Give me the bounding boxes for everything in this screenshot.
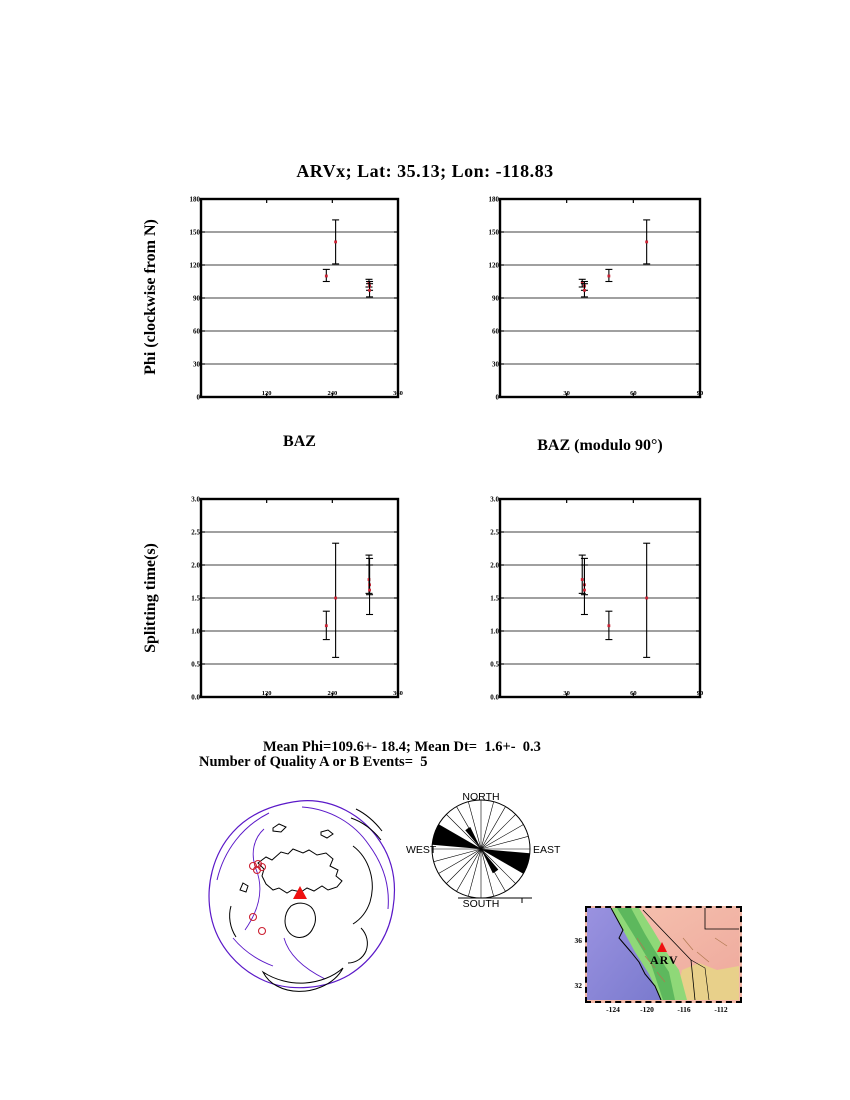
baz-axis-label: BAZ <box>283 433 316 450</box>
rose-south-label: SOUTH <box>462 898 500 910</box>
svg-text:2.0: 2.0 <box>191 561 200 570</box>
chart-dt-vs-baz <box>191 495 403 702</box>
mean-statistics-text: Mean Phi=109.6+- 18.4; Mean Dt= 1.6+- 0.3 <box>263 739 541 755</box>
map-lon-tick: -124 <box>606 1005 620 1014</box>
svg-text:30: 30 <box>563 390 570 397</box>
svg-text:2.5: 2.5 <box>490 528 499 537</box>
map-lat-tick: 36 <box>574 936 582 945</box>
globe-station-triangle-icon <box>293 886 307 899</box>
svg-text:60: 60 <box>193 327 200 336</box>
svg-text:30: 30 <box>492 360 499 369</box>
phi-axis-title: Phi (clockwise from N) <box>142 219 159 375</box>
svg-text:0.0: 0.0 <box>191 693 200 702</box>
svg-text:150: 150 <box>488 228 499 237</box>
svg-text:0: 0 <box>196 393 200 402</box>
svg-text:0.5: 0.5 <box>490 660 499 669</box>
svg-text:60: 60 <box>492 327 499 336</box>
svg-text:2.5: 2.5 <box>191 528 200 537</box>
baz-mod90-axis-label: BAZ (modulo 90°) <box>537 437 663 454</box>
map-lat-tick: 32 <box>574 981 582 990</box>
svg-text:60: 60 <box>630 690 637 697</box>
svg-text:3.0: 3.0 <box>191 495 200 504</box>
svg-text:90: 90 <box>193 294 200 303</box>
svg-text:30: 30 <box>193 360 200 369</box>
svg-text:3.0: 3.0 <box>490 495 499 504</box>
rose-east-label: EAST <box>533 844 561 856</box>
svg-text:240: 240 <box>327 690 338 697</box>
chart-phi-vs-baz <box>189 195 403 402</box>
svg-text:240: 240 <box>327 390 338 397</box>
rose-west-label: WEST <box>406 844 437 856</box>
svg-text:120: 120 <box>261 690 272 697</box>
svg-text:2.0: 2.0 <box>490 561 499 570</box>
map-lon-tick: -120 <box>640 1005 654 1014</box>
event-count-text: Number of Quality A or B Events= 5 <box>199 754 428 770</box>
figure-title: ARVx; Lat: 35.13; Lon: -118.83 <box>296 161 554 181</box>
globe-coastlines <box>230 809 382 991</box>
svg-text:120: 120 <box>261 390 272 397</box>
svg-text:90: 90 <box>696 390 704 397</box>
svg-text:90: 90 <box>696 690 704 697</box>
svg-text:1.0: 1.0 <box>191 627 200 636</box>
map-station-label: ARV <box>650 953 679 967</box>
svg-text:150: 150 <box>189 228 200 237</box>
svg-text:120: 120 <box>189 261 200 270</box>
chart-phi-vs-baz-mod90 <box>488 195 704 402</box>
svg-text:1.5: 1.5 <box>191 594 200 603</box>
map-lon-tick: -116 <box>677 1005 691 1014</box>
svg-text:0: 0 <box>495 393 499 402</box>
svg-text:360: 360 <box>393 690 403 697</box>
svg-text:1.5: 1.5 <box>490 594 499 603</box>
svg-text:30: 30 <box>563 690 570 697</box>
svg-text:60: 60 <box>630 390 637 397</box>
svg-text:180: 180 <box>488 195 499 204</box>
svg-text:0.0: 0.0 <box>490 693 499 702</box>
svg-text:1.0: 1.0 <box>490 627 499 636</box>
svg-text:180: 180 <box>189 195 200 204</box>
svg-text:360: 360 <box>393 390 403 397</box>
dt-axis-title: Splitting time(s) <box>142 543 159 653</box>
svg-text:90: 90 <box>492 294 499 303</box>
rose-north-label: NORTH <box>462 791 500 803</box>
map-lon-tick: -112 <box>714 1005 728 1014</box>
chart-dt-vs-baz-mod90 <box>490 495 704 702</box>
svg-text:0.5: 0.5 <box>191 660 200 669</box>
svg-text:120: 120 <box>488 261 499 270</box>
globe-map <box>203 788 399 1000</box>
